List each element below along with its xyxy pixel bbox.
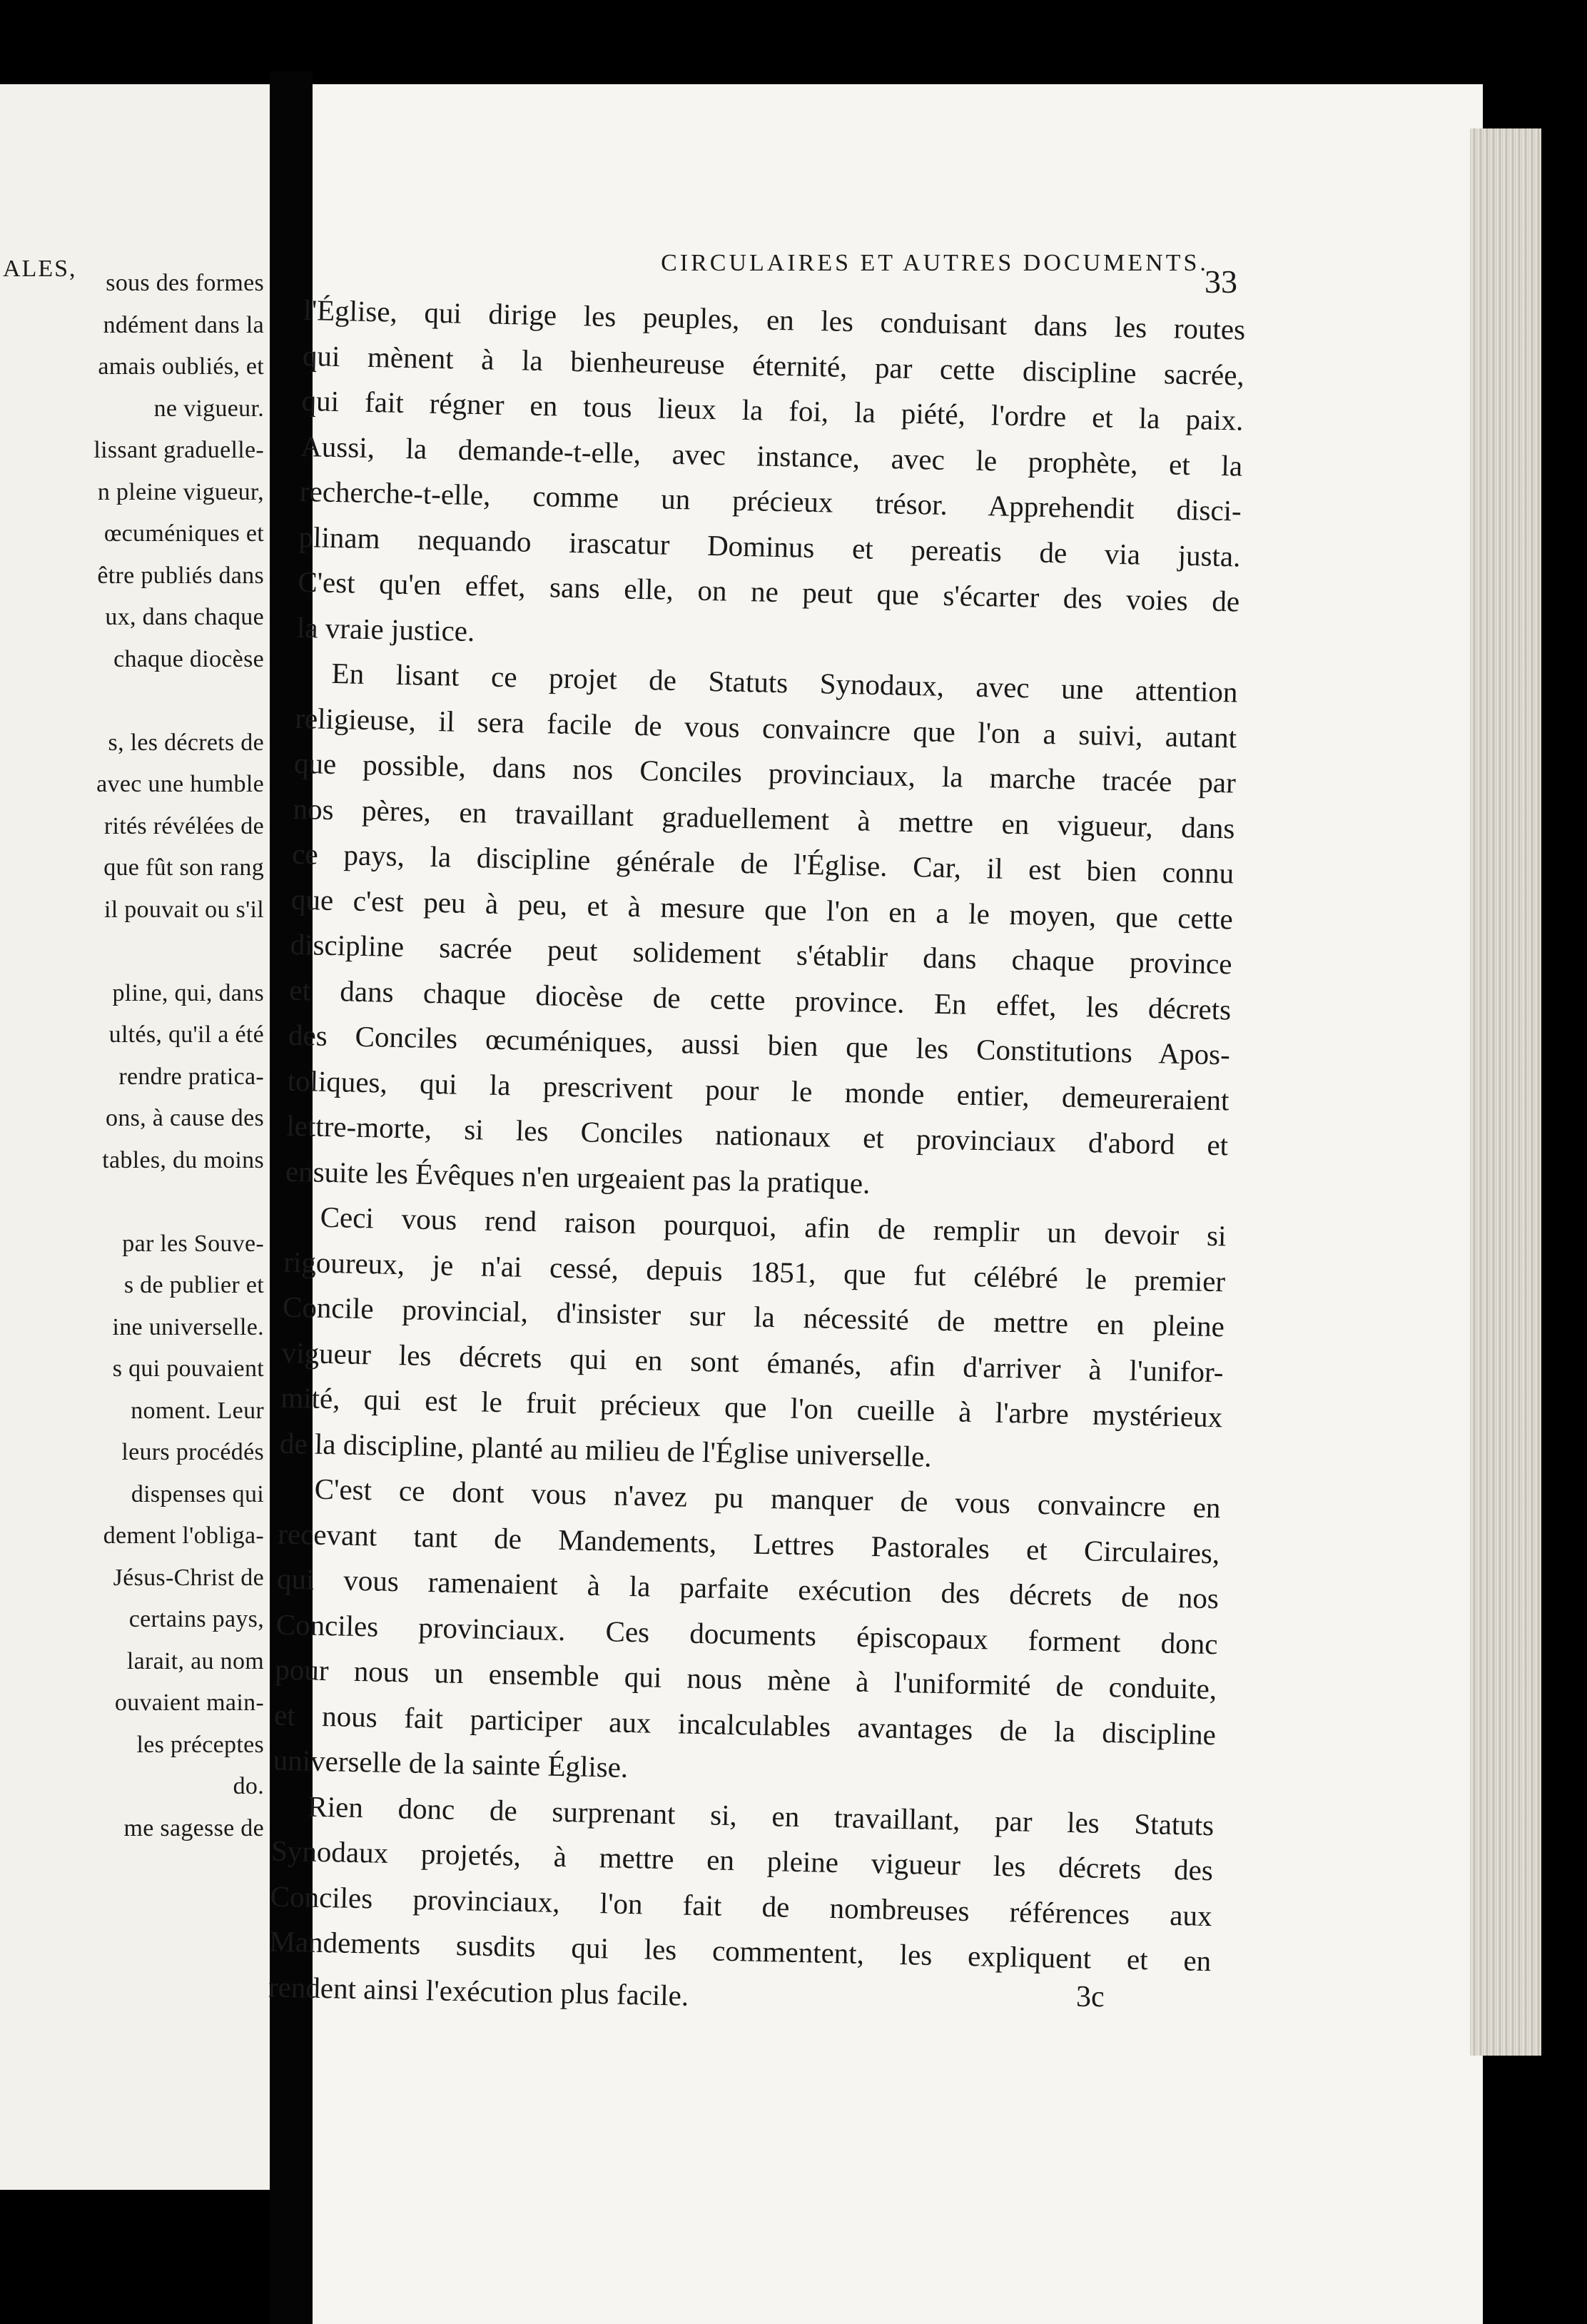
left-text-line: noment. Leur <box>131 1397 264 1424</box>
body-text-line: qui mènent à la bienheureuse éternité, par cette discipline sacrée, <box>302 338 1245 392</box>
left-text-line: ne vigueur. <box>153 395 264 422</box>
body-text-line: vigueur les décrets qui en sont émanés, afin d'arriver à l'unifor- <box>281 1335 1224 1388</box>
left-text-line: ndément dans la <box>103 311 264 338</box>
body-text-line: rigoureux, je n'ai cessé, depuis 1851, que fut célébré le premier <box>283 1245 1226 1298</box>
running-head: CIRCULAIRES ET AUTRES DOCUMENTS. <box>661 250 1209 276</box>
left-text-line: amais oubliés, et <box>98 353 264 380</box>
left-page-text <box>0 263 264 1849</box>
body-text-line: lettre-morte, si les Conciles nationaux et provinciaux d'abord et <box>285 1108 1229 1162</box>
left-page-header: ALES, <box>3 256 77 282</box>
body-text-line: Mandements susdits qui les commentent, les expliquent et en <box>268 1924 1212 1978</box>
left-text-line <box>0 931 264 973</box>
body-text-line: et dans chaque diocèse de cette province. En effet, les décrets <box>288 973 1232 1026</box>
left-text-line: tables, du moins <box>102 1146 264 1173</box>
page-edges <box>1470 128 1541 2056</box>
left-text-line: sous des formes <box>106 270 264 296</box>
body-text-line: En lisant ce projet de Statuts Synodaux, avec une attention <box>331 656 1238 709</box>
left-text-line: n pleine vigueur, <box>97 478 264 505</box>
body-text-line: plinam nequando irascatur Dominus et pereatis de via justa. <box>298 520 1241 573</box>
body-text-line: qui vous ramenaient à la parfaite exécution des décrets de nos <box>276 1562 1220 1615</box>
left-text-line: certains pays, <box>128 1606 264 1632</box>
left-page <box>0 84 270 2190</box>
left-text-line: par les Souve- <box>122 1230 264 1257</box>
body-text-line: nos pères, en travaillant graduellement à mettre en vigueur, dans <box>293 792 1235 844</box>
body-text-line: Rien donc de surprenant si, en travaillant, par les Statuts <box>307 1789 1215 1841</box>
left-text-line: do. <box>233 1773 264 1799</box>
left-text-line <box>0 680 264 722</box>
body-text <box>268 288 1245 2029</box>
signature-mark: 3c <box>1076 1981 1105 2014</box>
left-text-line: rendre pratica- <box>118 1063 264 1090</box>
body-text-line: discipline sacrée peut solidement s'établir dans chaque province <box>290 927 1232 981</box>
body-text-line: C'est ce dont vous n'avez pu manquer de vous convaincre en <box>314 1472 1221 1525</box>
left-text-line: rités révélées de <box>103 812 264 839</box>
body-text-line: la vraie justice. <box>296 610 475 647</box>
body-text-line: de la discipline, planté au milieu de l'Église universelle. <box>279 1426 933 1473</box>
body-text-line: que c'est peu à peu, et à mesure que l'on en a le moyen, que cette <box>290 882 1234 935</box>
body-text-line: des Conciles œcuméniques, aussi bien que les Constitutions Apos- <box>288 1018 1231 1071</box>
left-text-line: il pouvait ou s'il <box>103 896 264 923</box>
left-text-line: Jésus-Christ de <box>113 1564 264 1591</box>
left-text-line: avec une humble <box>96 771 264 797</box>
left-text-line: ine universelle. <box>112 1313 264 1340</box>
left-text-line: ons, à cause des <box>106 1105 264 1131</box>
left-text-line: ouvaient main- <box>114 1689 264 1716</box>
left-text-line: chaque diocèse <box>113 645 264 672</box>
body-text-line: recherche-t-elle, comme un précieux trésor. Apprehendit disci- <box>299 474 1242 527</box>
left-text-line: leurs procédés <box>121 1439 264 1465</box>
left-text-line: dispenses qui <box>131 1480 264 1507</box>
left-text-line: me sagesse de <box>123 1814 264 1841</box>
body-text-line: qui fait régner en tous lieux la foi, la piété, l'ordre et la paix. <box>301 383 1244 437</box>
body-text-line: Aussi, la demande-t-elle, avec instance, avec le prophète, et la <box>300 429 1243 483</box>
body-text-line: rendent ainsi l'exécution plus facile. <box>268 1969 689 2012</box>
left-text-line: lissant graduelle- <box>93 437 264 463</box>
left-text-line: être publiés dans <box>97 562 264 589</box>
right-page <box>268 84 1483 2324</box>
body-text-line: Conciles provinciaux, l'on fait de nombreuses références aux <box>270 1879 1212 1932</box>
left-text-line: ux, dans chaque <box>105 604 264 630</box>
left-text-line: s qui pouvaient <box>112 1355 264 1382</box>
left-text-line: œcuméniques et <box>103 520 264 547</box>
left-text-line: s, les décrets de <box>108 729 264 756</box>
body-text-line: universelle de la sainte Église. <box>273 1743 629 1784</box>
left-text-line: pline, qui, dans <box>112 979 264 1006</box>
left-text-line <box>0 1181 264 1223</box>
body-text-line: l'Église, qui dirige les peuples, en les conduisant dans les routes <box>303 293 1246 346</box>
left-text-line: ultés, qu'il a été <box>108 1021 264 1048</box>
body-text-line: ensuite les Évêques n'en urgeaient pas la pratique. <box>285 1154 871 1200</box>
body-text-line: recevant tant de Mandements, Lettres Pastorales et Circulaires, <box>277 1517 1220 1570</box>
body-text-line: C'est qu'en effet, sans elle, on ne peut que s'écarter des voies de <box>297 565 1240 618</box>
body-text-line: ce pays, la discipline générale de l'Église. Car, il est bien connu <box>291 837 1234 890</box>
body-text-line: mité, qui est le fruit précieux que l'on cueille à l'arbre mystérieux <box>280 1380 1223 1434</box>
left-text-line: larait, au nom <box>126 1647 264 1674</box>
body-text-line: Concile provincial, d'insister sur la nécessité de mettre en pleine <box>282 1290 1225 1343</box>
left-text-line: que fût son rang <box>103 854 264 881</box>
left-text-line: dement l'obliga- <box>103 1522 264 1549</box>
body-text-line: Ceci vous rend raison pourquoi, afin de remplir un devoir si <box>320 1200 1227 1253</box>
body-text-line: et nous fait participer aux incalculables avantages de la discipline <box>273 1698 1217 1751</box>
body-text-line: toliques, qui la prescrivent pour le monde entier, demeureraient <box>287 1064 1229 1116</box>
body-text-line: Synodaux projetés, à mettre en pleine vigueur les décrets des <box>270 1834 1214 1887</box>
body-text-line: Conciles provinciaux. Ces documents épiscopaux forment donc <box>275 1607 1218 1660</box>
left-text-line: s de publier et <box>123 1272 264 1298</box>
body-text-line: religieuse, il sera facile de vous convaincre que l'on a suivi, autant <box>294 701 1237 754</box>
page-number: 33 <box>1205 263 1237 300</box>
left-text-line: les préceptes <box>136 1731 264 1758</box>
body-text-line: pour nous un ensemble qui nous mène à l'uniformité de conduite, <box>274 1652 1217 1706</box>
body-text-line: que possible, dans nos Conciles provinciaux, la marche tracée par <box>293 746 1237 799</box>
